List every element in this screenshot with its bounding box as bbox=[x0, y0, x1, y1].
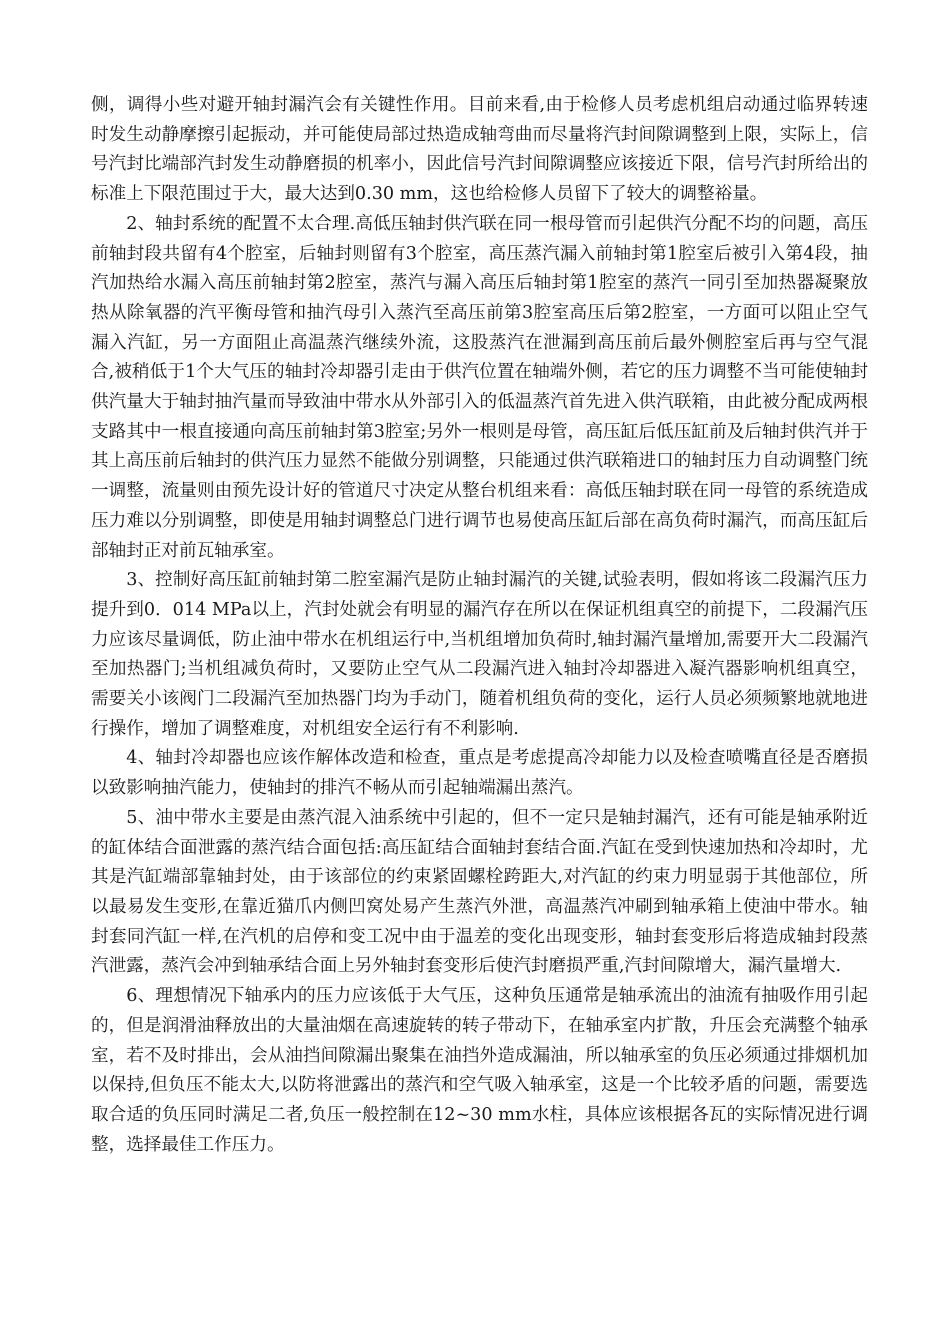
paragraph-item-5: 5、油中带水主要是由蒸汽混入油系统中引起的，但不一定只是轴封漏汽，还有可能是轴承附近的缸体结合面泄露的蒸汽结合面包括:高压缸结合面轴封套结合面.汽缸在受到快速加热和冷却时，尤其是汽缸端部靠轴封处，由于该部位的约束紧固螺栓跨距大,对汽缸的约束力明显弱于其他部位，所以最易发生变形,在靠近猫爪内侧凹窝处易产生蒸汽外泄，高温蒸汽冲刷到轴承箱上使油中带水。轴封套同汽缸一样,在汽机的启停和变工况中由于温差的变化出现变形，轴封套变形后将造成轴封段蒸汽泄露，蒸汽会冲到轴承结合面上另外轴封套变形后使汽封磨损严重,汽封间隙增大，漏汽量增大. bbox=[91, 807, 868, 977]
document-body bbox=[91, 91, 868, 1160]
paragraph-item-4: 4、轴封冷却器也应该作解体改造和检查，重点是考虑提高冷却能力以及检查喷嘴直径是否磨损以致影响抽汽能力，使轴封的排汽不畅从而引起轴端漏出蒸汽。 bbox=[91, 748, 868, 799]
paragraph-item-6: 6、理想情况下轴承内的压力应该低于大气压，这种负压通常是轴承流出的油流有抽吸作用引起的，但是润滑油释放出的大量油烟在高速旋转的转子带动下，在轴承室内扩散，升压会充满整个轴承室，若不及时排出，会从油挡间隙漏出聚集在油挡外造成漏油，所以轴承室的负压必须通过排烟机加以保持,但负压不能太大,以防将泄露出的蒸汽和空气吸入轴承室，这是一个比较矛盾的问题，需要选取合适的负压同时满足二者,负压一般控制在12~30 mm水柱，具体应该根据各瓦的实际情况进行调整，选择最佳工作压力。 bbox=[91, 986, 868, 1155]
paragraph-item-2: 2、轴封系统的配置不太合理.高低压轴封供汽联在同一根母管而引起供汽分配不均的问题，高压前轴封段共留有4个腔室，后轴封则留有3个腔室，高压蒸汽漏入前轴封第1腔室后被引入第4段，抽汽加热给水漏入高压前轴封第2腔室，蒸汽与漏入高压后轴封第1腔室的蒸汽一同引至加热器凝聚放热从除氧器的汽平衡母管和抽汽母引入蒸汽至高压前第3腔室高压后第2腔室，一方面可以阻止空气漏入汽缸，另一方面阻止高温蒸汽继续外流，这股蒸汽在泄漏到高压前后最外侧腔室后再与空气混合,被稍低于1个大气压的轴封冷却器引走由于供汽位置在轴端外侧，若它的压力调整不当可能使轴封供汽量大于轴封抽汽量而导致油中带水从外部引入的低温蒸汽首先进入供汽联箱，由此被分配成两根支路其中一根直接通向高压前轴封第3腔室;另外一根则是母管，高压缸后低压缸前及后轴封供汽并于其上高压前后轴封的供汽压力显然不能做分别调整，只能通过供汽联箱进口的轴封压力自动调整门统一调整，流量则由预先设计好的管道尺寸决定从整台机组来看：高低压轴封联在同一母管的系统造成压力难以分别调整，即使是用轴封调整总门进行调节也易使高压缸后部在高负荷时漏汽，而高压缸后部轴封正对前瓦轴承室。 bbox=[91, 213, 868, 561]
paragraph-item-3: 3、控制好高压缸前轴封第二腔室漏汽是防止轴封漏汽的关键,试验表明，假如将该二段漏汽压力提升到0．014 MPa以上，汽封处就会有明显的漏汽存在所以在保证机组真空的前提下，二段漏汽压力应该尽量调低，防止油中带水在机组运行中,当机组增加负荷时,轴封漏汽量增加,需要开大二段漏汽至加热器门;当机组减负荷时，又要防止空气从二段漏汽进入轴封冷却器进入凝汽器影响机组真空，需要关小该阀门二段漏汽至加热器门均为手动门，随着机组负荷的变化，运行人员必须频繁地就地进行操作，增加了调整难度，对机组安全运行有不利影响. bbox=[91, 570, 868, 739]
paragraph-continuation: 侧，调得小些对避开轴封漏汽会有关键性作用。目前来看,由于检修人员考虑机组启动通过临界转速时发生动静摩擦引起振动，并可能使局部过热造成轴弯曲而尽量将汽封间隙调整到上限，实际上，信号汽封比端部汽封发生动静磨损的机率小，因此信号汽封间隙调整应该接近下限，信号汽封所给出的标准上下限范围过于大，最大达到0.30 mm，这也给检修人员留下了较大的调整裕量。 bbox=[91, 95, 868, 205]
